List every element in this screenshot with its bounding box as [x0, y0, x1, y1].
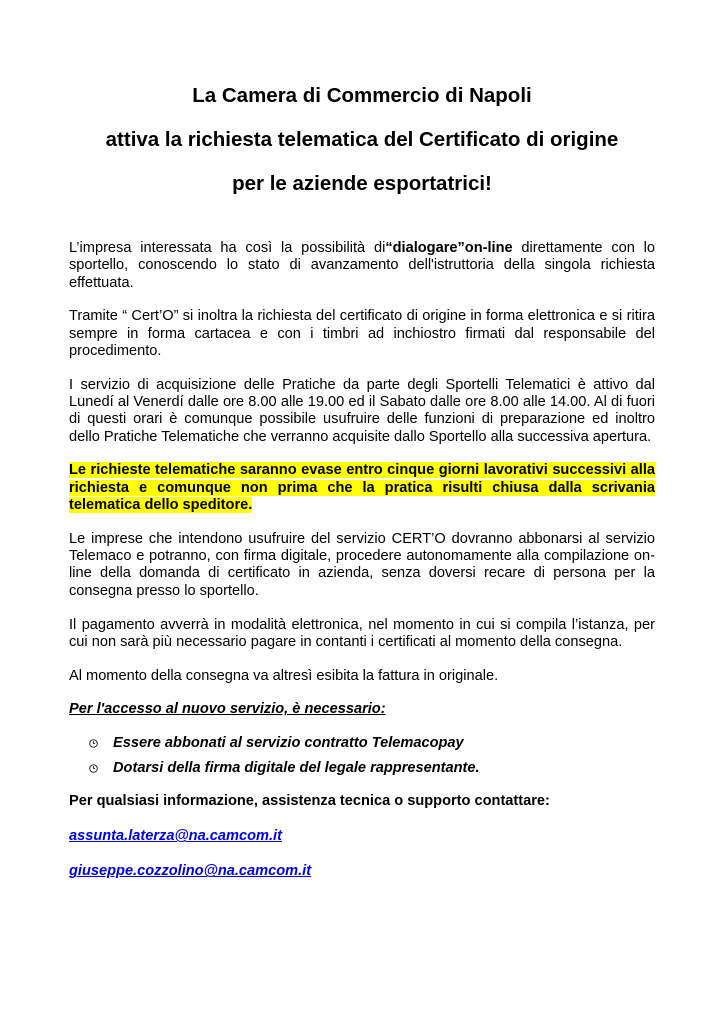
paragraph-certo: Tramite “ Cert’O” si inoltra la richiesta del certificato di origine in forma elettronica e si ritira sempre in forma cartacea e con i timbri ad inchiostro firmati dal responsabile del procedimento.: [69, 308, 655, 359]
paragraph-invoice: Al momento della consegna va altresì esibita la fattura in originale.: [69, 667, 499, 684]
title-line-2: attiva la richiesta telematica del Certificato di origine: [105, 128, 619, 151]
title-line-3: per le aziende esportatrici!: [232, 172, 492, 195]
email-row-2: [69, 862, 655, 880]
email-link-laterza[interactable]: assunta.laterza@na.camcom.it: [69, 828, 282, 845]
paragraph-service-hours: I servizio di acquisizione delle Pratiche da parte degli Sportelli Telematici è attivo dal Lunedí al Venerdí dalle ore 8.00 alle 19.00 ed il Sabato dalle ore 8.00 alle 14.00. Al di fuori di questi orari è comunque possibile usufruire delle funzioni di preparazione ed inoltro dello Pratiche Telematiche che verranno acquisite dallo Sportello alla successiva apertura.: [69, 376, 655, 445]
clock-icon: [89, 739, 98, 748]
requirements-list: [69, 735, 655, 777]
intro-text-post: direttamente con lo sportello, conoscendo lo stato di avanzamento dell'istruttoria della singola richiesta effettuata.: [69, 240, 655, 291]
clock-icon: [89, 764, 98, 773]
requirements-heading-text: Per l'accesso al nuovo servizio, è necessario:: [69, 701, 386, 718]
requirement-text: Essere abbonati al servizio contratto Telemacopay: [113, 735, 464, 752]
requirements-heading: [69, 701, 655, 718]
paragraph-payment: Il pagamento avverrà in modalità elettronica, nel momento in cui si compila l’istanza, per cui non sarà più necessario pagare in contanti i certificati al momento della consegna.: [69, 616, 655, 650]
paragraph-intro: [69, 240, 655, 292]
title-block: [69, 84, 655, 196]
highlight-text: Le richieste telematiche saranno evase entro cinque giorni lavorativi successivi alla richiesta e comunque non prima che la pratica risulti chiusa dalla scrivania telematica dello speditore.: [69, 462, 655, 514]
list-item: [69, 735, 655, 752]
intro-text-pre: L’impresa interessata ha così la possibilità di: [69, 240, 386, 256]
requirement-text: Dotarsi della firma digitale del legale rappresentante.: [113, 759, 480, 776]
email-row-1: [69, 827, 655, 845]
contact-heading: Per qualsiasi informazione, assistenza tecnica o supporto contattare:: [69, 792, 550, 809]
paragraph-subscription: Le imprese che intendono usufruire del servizio CERT’O dovranno abbonarsi al servizio Telemaco e potranno, con firma digitale, procedere autonomamente alla compilazione on-line della domanda di certificato in azienda, senza doversi recare di persona per la consegna presso lo sportello.: [69, 530, 655, 599]
title-line-1: La Camera di Commercio di Napoli: [192, 84, 532, 107]
intro-text-bold: “dialogare”on-line: [385, 240, 513, 256]
email-link-cozzolino[interactable]: giuseppe.cozzolino@na.camcom.it: [69, 863, 312, 880]
list-item: [69, 760, 655, 777]
document-page: [69, 84, 655, 898]
paragraph-highlight: [69, 462, 655, 514]
